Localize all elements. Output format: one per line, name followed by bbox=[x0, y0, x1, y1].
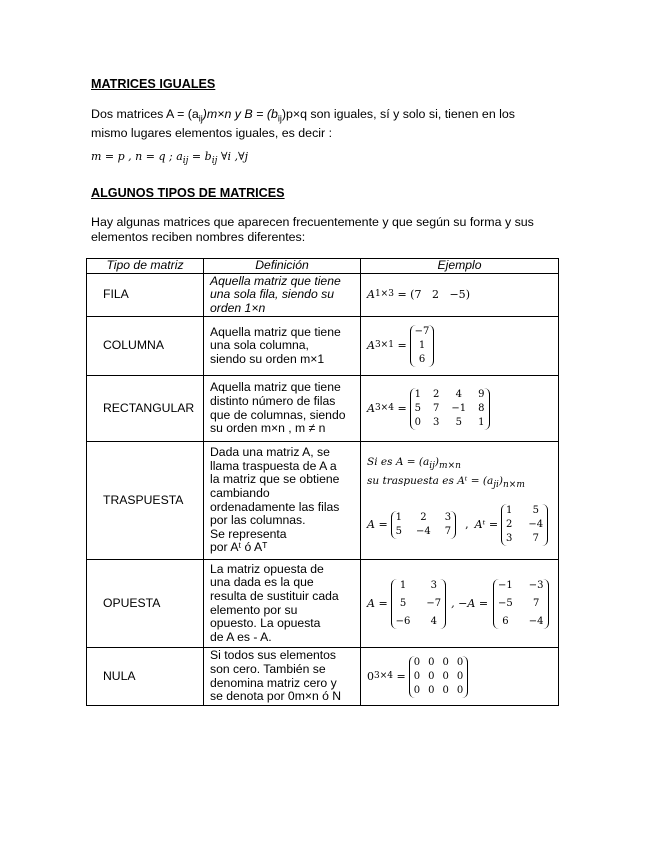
table-row bbox=[87, 274, 559, 317]
para-sub: ij bbox=[198, 113, 203, 124]
matrix-entry: 0 bbox=[456, 670, 464, 682]
transpose-sub: m×n bbox=[439, 461, 461, 472]
transpose-line bbox=[367, 455, 558, 473]
equals-sign: = bbox=[393, 339, 407, 353]
matrix-bracket bbox=[410, 388, 490, 430]
matrix-order: 3×4 bbox=[374, 402, 394, 413]
example-matrix bbox=[367, 325, 558, 367]
header-definicion: Definición bbox=[204, 259, 361, 274]
matrix-entry: 3 bbox=[433, 416, 440, 428]
def-line: Si todos sus elementos bbox=[210, 648, 337, 663]
row-definicion bbox=[204, 317, 361, 376]
matrix-entry: 5 bbox=[395, 525, 403, 537]
matrix-entry: 2 bbox=[431, 288, 439, 302]
def-line: una sola columna, bbox=[210, 338, 309, 353]
para-text: )m×n y B = (b bbox=[202, 107, 278, 121]
def-line: cambiando bbox=[210, 485, 270, 500]
def-line: orden 1×n bbox=[210, 300, 266, 315]
matrix-entry: 0 bbox=[413, 684, 421, 696]
matrix-entry: 0 bbox=[442, 656, 449, 668]
matrix-entry: 0 bbox=[428, 684, 435, 696]
row-ejemplo bbox=[361, 648, 559, 706]
row-ejemplo bbox=[361, 376, 559, 442]
para-text: Hay algunas matrices que aparecen frecuentemente y que según su forma y sus bbox=[91, 215, 534, 229]
matrix-entry: 6 bbox=[418, 354, 426, 365]
matrix-entry: 0 bbox=[413, 656, 421, 668]
transpose-text: su traspuesta es Aᵗ = (a bbox=[367, 474, 494, 487]
transpose-sub: ij bbox=[429, 461, 435, 472]
matrix-entry: 2 bbox=[506, 518, 513, 530]
row-definicion bbox=[204, 376, 361, 442]
equals-sign: = bbox=[393, 669, 406, 683]
matrix-entry: 0 bbox=[456, 656, 464, 668]
matrix-entry: 4 bbox=[430, 615, 437, 627]
matrix-entry: 0 bbox=[414, 416, 422, 428]
matrix-entry: 2 bbox=[420, 511, 427, 523]
def-line: Dada una matriz A, se bbox=[210, 445, 330, 460]
matrix-entry: −5 bbox=[449, 288, 466, 302]
condition-text: = b bbox=[188, 150, 212, 163]
para-text: mismo lugares elementos iguales, es decir : bbox=[91, 126, 333, 141]
matrix-entry: 4 bbox=[455, 388, 462, 400]
example-matrix bbox=[367, 388, 558, 430]
row-ejemplo bbox=[361, 274, 559, 317]
matrix-entry: 5 bbox=[532, 504, 539, 516]
matrix-entry: 0 bbox=[456, 684, 464, 696]
table-row bbox=[87, 317, 559, 376]
def-line: distinto número de filas bbox=[210, 393, 336, 408]
matrix-entry: −4 bbox=[528, 615, 544, 627]
header-tipo: Tipo de matriz bbox=[87, 259, 204, 274]
matrix-entry: 9 bbox=[478, 388, 485, 400]
heading-matrices-iguales: MATRICES IGUALES bbox=[91, 77, 216, 91]
para-text: elementos reciben nombres diferentes: bbox=[91, 230, 306, 244]
def-line: Aquella matriz que tiene bbox=[210, 324, 341, 339]
table-row bbox=[87, 648, 559, 706]
matrix-label: Aᵗ = bbox=[474, 517, 499, 531]
matrix-order: 3×4 bbox=[374, 670, 393, 681]
matrix-entry: 1 bbox=[478, 416, 485, 428]
paragraph-iguales bbox=[91, 107, 515, 141]
matrix-entry: 3 bbox=[506, 532, 513, 544]
matrix-entry: 7 bbox=[414, 288, 422, 302]
table-row bbox=[87, 560, 559, 648]
condition-text: m = p , n = q ; a bbox=[91, 150, 183, 163]
heading-tipos-matrices: ALGUNOS TIPOS DE MATRICES bbox=[91, 186, 285, 200]
matrix-entry: −4 bbox=[528, 518, 544, 530]
paragraph-tipos bbox=[91, 215, 534, 245]
row-definicion bbox=[204, 274, 361, 317]
matrix-entry: 5 bbox=[455, 416, 462, 428]
def-line: llama traspuesta de A a bbox=[210, 458, 337, 473]
equals-sign: = ( bbox=[393, 288, 415, 302]
def-line: su orden m×n , m ≠ n bbox=[210, 421, 326, 436]
transpose-text: ) bbox=[434, 456, 440, 469]
matrix-label: A bbox=[367, 288, 375, 302]
row-tipo: NULA bbox=[87, 648, 204, 706]
def-line: elemento por su bbox=[210, 602, 298, 617]
matrix-entry: 3 bbox=[430, 579, 437, 591]
equality-condition bbox=[91, 150, 248, 166]
def-line: de A es - A. bbox=[210, 629, 272, 644]
matrix-entry: −3 bbox=[528, 579, 544, 591]
matrix-label: , −A = bbox=[451, 596, 489, 610]
matrix-bracket bbox=[410, 325, 435, 367]
transpose-text: ) bbox=[498, 474, 504, 487]
para-text: Dos matrices A = (a bbox=[91, 107, 199, 121]
close-paren: ) bbox=[465, 288, 470, 302]
row-tipo: TRASPUESTA bbox=[87, 442, 204, 560]
matrix-entry: 0 bbox=[428, 670, 435, 682]
matrix-entry: 5 bbox=[414, 402, 422, 414]
matrix-bracket bbox=[409, 656, 469, 698]
row-ejemplo bbox=[361, 442, 559, 560]
row-definicion bbox=[204, 442, 361, 560]
matrix-label: A bbox=[367, 401, 375, 415]
matrix-types-table bbox=[86, 258, 559, 706]
table-row bbox=[87, 376, 559, 442]
def-line: que de columnas, siendo bbox=[210, 407, 346, 422]
matrix-order: 1×3 bbox=[374, 289, 394, 300]
matrix-entry: 3 bbox=[444, 511, 452, 523]
header-ejemplo: Ejemplo bbox=[361, 259, 559, 274]
def-line: siendo su orden m×1 bbox=[210, 351, 325, 366]
matrix-entry: 0 bbox=[442, 684, 449, 696]
example-matrices bbox=[367, 504, 558, 546]
condition-text: ∀i ,∀j bbox=[217, 150, 249, 163]
matrix-entry: 8 bbox=[478, 402, 485, 414]
row-definicion bbox=[204, 560, 361, 648]
matrix-bracket bbox=[501, 504, 548, 546]
matrix-entry: 1 bbox=[395, 511, 403, 523]
matrix-label: A bbox=[367, 339, 375, 353]
def-line: opuesto. La opuesta bbox=[210, 616, 321, 631]
matrix-bracket bbox=[391, 579, 447, 629]
def-line: resulta de sustituir cada bbox=[210, 588, 339, 603]
matrix-bracket bbox=[391, 511, 457, 539]
equals-sign: = bbox=[393, 401, 407, 415]
matrix-entry: 2 bbox=[433, 388, 440, 400]
def-line: una sola fila, siendo su bbox=[210, 287, 334, 302]
matrix-label: A = bbox=[367, 517, 388, 531]
matrix-entry: 1 bbox=[506, 504, 513, 516]
matrix-entry: 5 bbox=[399, 597, 407, 609]
example-matrix bbox=[367, 656, 558, 698]
condition-sub: ij bbox=[182, 156, 189, 167]
def-line: La matriz opuesta de bbox=[210, 561, 324, 576]
matrix-entry: −4 bbox=[416, 525, 431, 537]
comma-separator: , bbox=[465, 517, 469, 531]
para-sub: ij bbox=[277, 113, 282, 124]
row-tipo: COLUMNA bbox=[87, 317, 204, 376]
transpose-sub: n×m bbox=[503, 479, 525, 490]
row-tipo: OPUESTA bbox=[87, 560, 204, 648]
def-line: se denota por 0m×n ó N bbox=[210, 689, 342, 704]
matrix-label: A = bbox=[367, 596, 388, 610]
matrix-entry: 0 bbox=[413, 670, 421, 682]
def-line: son cero. También se bbox=[210, 661, 326, 676]
transpose-text: Si es A = (a bbox=[367, 456, 430, 469]
def-line: Aquella matriz que tiene bbox=[210, 273, 341, 288]
def-line: ordenadamente las filas bbox=[210, 499, 340, 514]
def-line: por Aᵗ ó Aᵀ bbox=[210, 540, 268, 555]
matrix-entry: −7 bbox=[426, 597, 442, 609]
matrix-entry: 7 bbox=[532, 597, 540, 609]
matrix-entry: 6 bbox=[502, 615, 509, 627]
def-line: Se representa bbox=[210, 526, 287, 541]
def-line: por las columnas. bbox=[210, 513, 306, 528]
row-tipo: RECTANGULAR bbox=[87, 376, 204, 442]
def-line: la matriz que se obtiene bbox=[210, 472, 340, 487]
matrix-entry: −1 bbox=[451, 402, 467, 414]
example-matrix bbox=[367, 288, 558, 302]
row-ejemplo bbox=[361, 317, 559, 376]
matrix-entry: −1 bbox=[498, 579, 513, 591]
matrix-entry: 0 bbox=[442, 670, 449, 682]
def-line: denomina matriz cero y bbox=[210, 675, 337, 690]
matrix-entry: 1 bbox=[414, 388, 422, 400]
matrix-label: 0 bbox=[367, 669, 374, 683]
table-header-row bbox=[87, 259, 559, 274]
row-ejemplo bbox=[361, 560, 559, 648]
example-matrices bbox=[367, 579, 558, 629]
matrix-order: 3×1 bbox=[374, 340, 394, 351]
def-line: Aquella matriz que tiene bbox=[210, 380, 341, 395]
matrix-entry: 1 bbox=[418, 340, 426, 351]
row-definicion bbox=[204, 648, 361, 706]
transpose-sub: ji bbox=[493, 479, 499, 490]
def-line: una dada es la que bbox=[210, 575, 314, 590]
matrix-entry: 7 bbox=[532, 532, 539, 544]
matrix-entry: 0 bbox=[428, 656, 435, 668]
para-text: )p×q son iguales, sí y solo si, tienen en los bbox=[281, 107, 515, 121]
matrix-entry: 1 bbox=[399, 579, 407, 591]
condition-sub: ij bbox=[211, 156, 218, 167]
matrix-bracket bbox=[493, 579, 549, 629]
matrix-entry: −5 bbox=[498, 597, 513, 609]
matrix-entry: −7 bbox=[414, 326, 430, 337]
row-tipo: FILA bbox=[87, 274, 204, 317]
transpose-line bbox=[367, 474, 558, 492]
transpose-definition bbox=[367, 455, 558, 491]
matrix-entry: 7 bbox=[433, 402, 440, 414]
matrix-entry: −6 bbox=[395, 615, 411, 627]
matrix-entry: 7 bbox=[444, 525, 452, 537]
table-row bbox=[87, 442, 559, 560]
